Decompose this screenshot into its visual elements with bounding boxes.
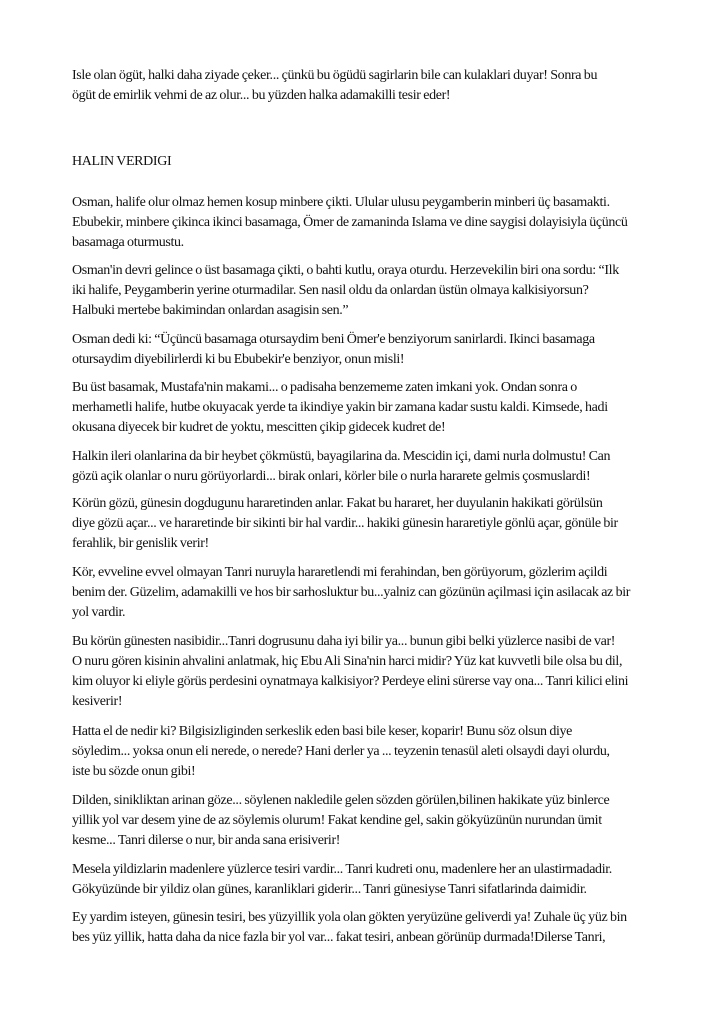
paragraph: Osman dedi ki: “Üçüncü basamaga otursaydim beni Ömer'e benziyorum sanirlardi. Ikinci basamaga otursaydim diyebilirlerdi ki bu Ebubekir'e benziyor, onun misli! xyxy=(72,332,595,367)
paragraph-13-block xyxy=(72,908,662,948)
paragraph: Bu körün günesten nasibidir...Tanri dogrusunu daha iyi bilir ya... bunun gibi belki yüzlerce nasibi de var! O nuru gören kisinin ahvalini anlatmak, hiç Ebu Ali Sina'nin harci midir? Yüz kat kuvvetli bile olsa bu dil, kim oluyor ki eliyle görüs perdesini oynatmaya kalkisiyor? Perdeye elini sürerse vay ona... Tanri kilici elini kesiverir! xyxy=(72,634,629,709)
paragraph: Ey yardim isteyen, günesin tesiri, bes yüzyillik yola olan gökten yeryüzüne geliverdi ya! Zuhale üç yüz bin bes yüz yillik, hatta daha da nice fazla bir yol var... fakat tesiri, anbean görünüp durmada!Dilerse Tanri, xyxy=(72,910,627,945)
paragraph-9-block xyxy=(72,632,662,712)
paragraph: Kör, evveline evvel olmayan Tanri nuruyla hararetlendi mi ferahindan, ben görüyorum, gözlerim açildi benim der. Güzelim, adamakilli ve hos bir sarhosluktur bu...yalniz can gözünün açilmasi için asilacak az bir yol vardir. xyxy=(72,565,631,620)
paragraph: Bu üst basamak, Mustafa'nin makami... o padisaha benzememe zaten imkani yok. Ondan sonra o merhametli halife, hutbe okuyacak yerde ta ikindiye yakin bir zamana kadar sustu kaldi. Kimsede, hadi okusana diyecek bir kudret de yoktu, mescitten çikip gidecek kudret de! xyxy=(72,380,608,435)
paragraph: Osman'in devri gelince o üst basamaga çikti, o bahti kutlu, oraya oturdu. Herzevekilin biri ona sordu: “Ilk iki halife, Peygamberin yerine oturmadilar. Sen nasil oldu da onlardan üstün olmaya kalkisiyorsun? Halbuki mertebe bakimindan onlardan asagisin sen.” xyxy=(72,263,619,318)
section-heading: HALIN VERDIGI xyxy=(72,154,172,169)
paragraph-4-block xyxy=(72,330,662,370)
paragraph: Isle olan ögüt, halki daha ziyade çeker... çünkü bu ögüdü sagirlarin bile can kulaklari duyar! Sonra bu ögüt de emirlik vehmi de az olur... bu yüzden halka adamakilli tesir eder! xyxy=(72,68,598,103)
paragraph: Halkin ileri olanlarina da bir heybet çökmüstü, bayagilarina da. Mescidin içi, dami nurla dolmustu! Can gözü açik olanlar o nuru görüyorlardi... birak onlari, körler bile o nurla hararete gelmis çosmuslardi! xyxy=(72,449,611,484)
paragraph-2-block xyxy=(72,193,662,253)
paragraph: Osman, halife olur olmaz hemen kosup minbere çikti. Ulular ulusu peygamberin minberi üç basamakti. Ebubekir, minbere çikinca ikinci basamaga, Ömer de zamaninda Islama ve dine saygisi dolayisiyla üçüncü basamaga oturmustu. xyxy=(72,195,628,250)
paragraph: Körün gözü, günesin dogdugunu hararetinden anlar. Fakat bu hararet, her duyulanin hakikati görülsün diye gözü açar... ve hararetinde bir sikinti bir hal vardir... hakiki günesin hararetiyle gönlü açar, gönüle bir ferahlik, bir genislik verir! xyxy=(72,496,618,551)
paragraph: Hatta el de nedir ki? Bilgisizliginden serkeslik eden basi bile keser, koparir! Bunu söz olsun diye söyledim... yoksa onun eli nerede, o nerede? Hani derler ya ... teyzenin tenasül aleti olsaydi dayi olurdu, iste bu sözde onun gibi! xyxy=(72,724,610,779)
paragraph-6-block xyxy=(72,447,662,487)
paragraph: Mesela yildizlarin madenlere yüzlerce tesiri vardir... Tanri kudreti onu, madenlere her an ulastirmadadir. Gökyüzünde bir yildiz olan günes, karanliklari giderir... Tanri günesiyse Tanri sifatlarinda daimidir. xyxy=(72,862,612,897)
section-heading-block xyxy=(72,152,662,172)
paragraph-11-block xyxy=(72,791,662,851)
paragraph-8-block xyxy=(72,563,662,623)
paragraph: Dilden, sinikliktan arinan göze... söylenen nakledile gelen sözden görülen,bilinen hakikate yüz binlerce yillik yol var desem yine de az söylemis olurum! Fakat kendine gel, sakin gökyüzünün nurundan ümit kesme... Tanri dilerse o nur, bir anda sana erisiverir! xyxy=(72,793,610,848)
paragraph-7-block xyxy=(72,494,662,554)
paragraph-0-block xyxy=(72,66,662,106)
paragraph-5-block xyxy=(72,378,662,438)
paragraph-12-block xyxy=(72,860,662,900)
paragraph-10-block xyxy=(72,722,662,782)
paragraph-3-block xyxy=(72,261,662,321)
